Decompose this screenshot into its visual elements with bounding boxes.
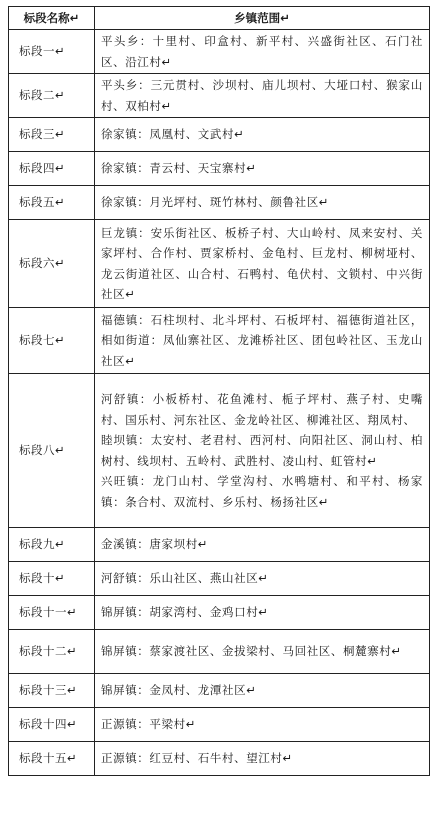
township-range-text: 徐家镇：月光坪村、斑竹林村、颜鲁社区↵ [101,195,330,210]
township-range-text: 金溪镇：唐家坝村↵ [101,537,209,552]
township-range-cell [95,152,430,186]
township-range-cell [95,630,430,674]
table-body [9,30,430,776]
township-range-cell [95,528,430,562]
table-row [9,562,430,596]
township-range-cell [95,74,430,118]
table-row [9,186,430,220]
table-row [9,220,430,308]
township-range-cell [95,562,430,596]
section-name-cell: 标段十二↵ [9,630,95,674]
section-name-cell: 标段八↵ [9,374,95,528]
township-range-text: 河舒镇：小板桥村、花鱼滩村、栀子坪村、燕子村、史嘴村、国乐村、河东社区、金龙岭社区、柳滩社区、翔凤村、 [101,392,423,427]
township-range-text: 平头乡：十里村、印盒村、新平村、兴盛街社区、石门社区、沿江村↵ [101,34,423,69]
section-name-cell: 标段十一↵ [9,596,95,630]
section-name-cell: 标段五↵ [9,186,95,220]
township-range-cell [95,742,430,776]
township-range-text: 正源镇：平梁村↵ [101,717,196,732]
township-range-text: 福德镇：石柱坝村、北斗坪村、石板坪村、福德街道社区，相如街道：凤仙寨社区、龙滩桥社区、团包岭社区、玉龙山社区↵ [101,312,423,368]
township-range-text: 巨龙镇：安乐街社区、板桥子村、大山岭村、凤来安村、关家坪村、合作村、贾家桥村、金龟村、巨龙村、柳树垭村、龙云街道社区、山合村、石鸭村、龟伏村、文锁村、中兴街社区↵ [101,225,423,301]
header-township-range: 乡镇范围↵ [95,7,430,30]
table-row [9,528,430,562]
section-name-cell: 标段七↵ [9,308,95,374]
township-range-text: 睦坝镇：太安村、老君村、西河村、向阳社区、洞山村、柏树村、线坝村、五岭村、武胜村、凌山村、虹管村↵ [101,433,423,468]
section-township-table [8,6,430,776]
table-row [9,74,430,118]
township-range-text: 锦屏镇：金凤村、龙潭社区↵ [101,683,257,698]
township-range-cell [95,708,430,742]
header-section-name: 标段名称↵ [9,7,95,30]
section-name-cell: 标段十↵ [9,562,95,596]
table-row [9,30,430,74]
section-name-cell: 标段二↵ [9,74,95,118]
township-range-cell [95,308,430,374]
township-range-cell [95,118,430,152]
township-range-cell [95,220,430,308]
section-name-cell: 标段六↵ [9,220,95,308]
section-name-cell: 标段一↵ [9,30,95,74]
table-row [9,152,430,186]
table-row [9,630,430,674]
township-range-cell [95,186,430,220]
township-range-text: 徐家镇：凤凰村、文武村↵ [101,127,245,142]
table-row [9,308,430,374]
table-row [9,742,430,776]
section-name-cell: 标段十三↵ [9,674,95,708]
township-range-text: 兴旺镇：龙门山村、学堂沟村、水鸭塘村、和平村、杨家镇：条合村、双流村、乡乐村、杨扬社区↵ [101,474,423,509]
table-row [9,374,430,528]
section-name-cell: 标段四↵ [9,152,95,186]
table-header-row [9,7,430,30]
section-name-cell: 标段九↵ [9,528,95,562]
section-name-cell: 标段三↵ [9,118,95,152]
township-table-sheet [8,6,429,776]
township-range-cell [95,30,430,74]
township-range-text: 河舒镇：乐山社区、燕山社区↵ [101,571,269,586]
table-row [9,118,430,152]
township-range-text: 徐家镇：青云村、天宝寨村↵ [101,161,257,176]
table-row [9,674,430,708]
table-row [9,596,430,630]
township-range-cell [95,596,430,630]
township-range-text: 正源镇：红豆村、石牛村、望江村↵ [101,751,293,766]
township-range-text: 锦屏镇：胡家湾村、金鸡口村↵ [101,605,269,620]
table-row [9,708,430,742]
township-range-text: 锦屏镇：蔡家渡社区、金拔梁村、马回社区、桐麓寨村↵ [101,644,402,659]
township-range-cell [95,374,430,528]
section-name-cell: 标段十四↵ [9,708,95,742]
township-range-cell [95,674,430,708]
section-name-cell: 标段十五↵ [9,742,95,776]
township-range-text: 平头乡：三元贯村、沙坝村、庙儿坝村、大垭口村、猴家山村、双柏村↵ [101,78,423,113]
